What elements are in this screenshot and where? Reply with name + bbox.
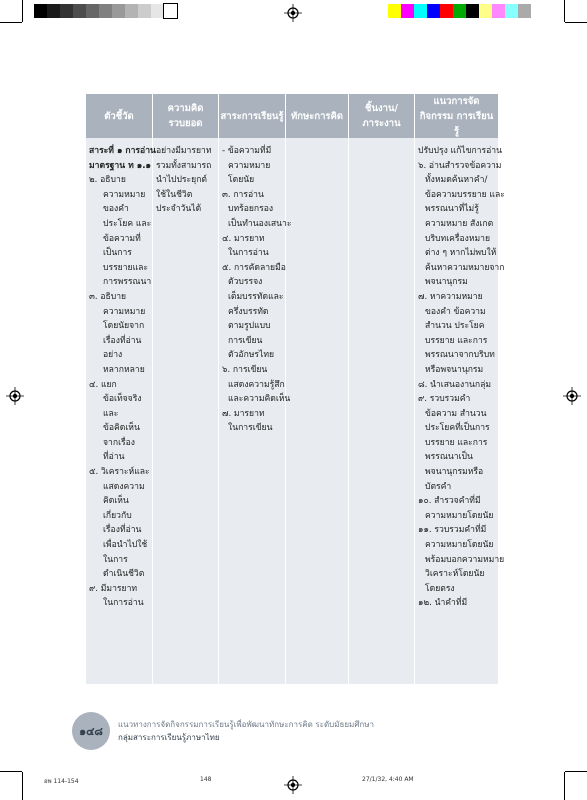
registration-mark-icon [563,387,581,405]
cell-line: ปรับปรุง แก้ไขการอ่าน [418,146,502,156]
cell-line: บรรยาย และการ [425,437,488,448]
column-divider [348,94,349,684]
indicators-column [89,144,156,611]
column-divider [218,94,219,684]
header-thinking-skills: ทักษะการคิด [290,110,344,122]
cell-line: ข้อความ สำนวน [425,408,487,419]
header-concept: ความคิด รวบยอด [167,103,204,129]
footer-book-title: แนวทางการจัดกิจกรรมการเรียนรู้เพื่อพัฒนาทักษะการคิด ระดับมัธยมศึกษา [118,720,375,729]
cell-line: การเขียน [228,335,263,346]
cell-line: โดยตรง [425,583,455,594]
cell-line: พจนานุกรม [425,277,468,288]
cell-line: บรรยาย และการ [425,335,488,346]
cell-line: บัตรคำ [425,481,452,492]
cell-line: บรรยายและ [103,262,149,273]
cell-line: ดำเนินชีวิต [103,569,145,580]
cell-line: ในการเขียน [228,423,273,434]
cell-line: แสดงความรู้สึก [228,379,285,390]
cell-line: สาระที่ ๑ การอ่าน [89,146,156,156]
registration-mark-icon [284,776,302,794]
cell-line: ๙. มีมารยาท [89,583,138,594]
cell-line: เป็นการ [103,248,132,259]
cell-line: ๑๑. รวบรวมคำที่มี [418,525,487,536]
crop-mark [0,22,22,23]
cell-line: ในการอ่าน [228,248,269,259]
cell-line: ตามรูปแบบ [228,321,271,332]
cell-line: ประโยค และ [103,218,152,229]
registration-mark-icon [6,387,24,405]
header-learning-content: สาระการเรียนรู้ [220,110,284,122]
crop-mark [564,0,565,22]
cell-line: ความหมาย [103,306,146,317]
cell-line: ในการ [103,554,128,565]
cell-line: ๘. นำเสนองานกลุ่ม [418,379,492,390]
cell-line: การพรรณนา [103,277,152,288]
cell-line: ๑๒. นำคำที่มี [418,598,468,609]
cell-line: หรือพจนานุกรม [425,364,484,375]
cell-line: เป็นทำนองเสนาะ [228,218,292,229]
cell-line: ๙. รวบรวมคำ [418,394,471,405]
crop-mark [565,771,587,772]
registration-mark-icon [284,4,302,22]
cell-line: ข้อความบรรยาย และ [425,189,505,200]
cell-line: ความหมายโดยนัย [425,510,494,521]
print-slug-file: อพ 114-154 [44,778,79,785]
crop-mark [22,772,23,800]
cell-line: หลากหลาย [103,364,145,375]
cell-line: ที่อ่าน [103,452,125,463]
header-activity-guidelines: แนวการจัดกิจกรรม การเรียนรู้ [419,95,494,137]
header-work-tasks: ชิ้นงาน/ ภาระงาน [362,103,401,129]
cell-line: ของคำ ข้อความ [425,306,486,317]
cell-line: พรรณนาที่ไม่รู้ [425,204,479,215]
cell-line: ความหมาย [228,160,271,171]
cell-line: อย่างมีมารยาท [156,146,212,156]
cell-line: ค้นหาความหมายจาก [425,262,505,273]
cell-line: ๖. การเขียน [222,364,268,375]
cell-line: บทร้อยกรอง [228,204,274,215]
cell-line: ข้อคิดเห็น [103,423,140,434]
footer-subject-group: กลุ่มสาระการเรียนรู้ภาษาไทย [118,733,220,742]
cell-line: ข้อความที่ [103,233,141,244]
cell-line: ความหมายโดยนัย [425,540,494,551]
crop-mark [564,772,565,800]
cell-line: ตัวอักษรไทย [228,350,275,361]
cell-line: ต่าง ๆ หากไม่พบให้ [425,248,497,259]
cell-line: ตัวบรรจง [228,277,263,288]
cell-line: ทั้งหมดค้นหาคำ/ [425,175,488,186]
cell-line: ๗. มารยาท [222,408,265,419]
cell-line: ๕. การคัดลายมือ [222,262,286,273]
cell-line: ๒. อธิบาย [89,175,126,186]
cell-line: ประโยคที่เป็นการ [425,423,490,434]
cell-line: โดยนัย [228,175,255,186]
cell-line: ๗. หาความหมาย [418,291,483,302]
cell-line: และ [103,408,119,419]
cell-line: ใช้ในชีวิต [156,189,193,200]
cell-line: ความหมาย [103,189,146,200]
cell-line: เต็มบรรทัดและ [228,291,284,302]
cell-line: ๖. อ่านสำรวจข้อความ [418,160,502,171]
learning-content-column [222,144,292,436]
cell-line: ๕. วิเคราะห์และ [89,467,150,478]
cell-line: สำนวน ประโยค [425,321,485,332]
cell-line: มาตรฐาน ท ๑.๑ [89,160,151,171]
cell-line: นำไปประยุกต์ [156,175,207,186]
header-indicators: ตัวชี้วัด [104,110,134,122]
cell-line: ของคำ [103,204,129,215]
page-number-badge: ๑๔๘ [72,712,110,750]
cell-line: พรรณนาจากบริบท [425,350,495,361]
learning-plan-table [86,94,505,684]
cell-line: ประจำวันได้ [156,204,202,215]
cell-line: ๑๐. สำรวจคำที่มี [418,496,481,507]
process-color-bar [388,4,531,18]
cell-line: คิดเห็น [103,496,129,507]
cell-line: วิเคราะห์โดยนัย [425,569,485,580]
table-header-row [86,94,498,138]
cell-line: รวมทั้งสามารถ [156,160,212,171]
cell-line: อย่าง [103,350,123,361]
crop-mark [0,771,22,772]
cell-line: ข้อเท็จจริง [103,394,142,405]
cell-line: ๔. แยก [89,379,117,390]
cell-line: แสดงความ [103,481,145,492]
activity-guidelines-column [418,144,505,611]
concept-column [156,144,212,217]
crop-mark [22,0,23,22]
cell-line: พร้อมบอกความหมาย [425,554,505,565]
cell-line: เรื่องที่อ่าน [103,335,142,346]
cell-line: พรรณนาเป็น [425,452,473,463]
cell-line: ๔. มารยาท [222,233,265,244]
print-slug-timestamp: 27/1/32, 4:40 AM [362,776,414,783]
cell-line: เรื่องที่อ่าน [103,525,142,536]
cell-line: พจนานุกรมหรือ [425,467,484,478]
cell-line: ความหมาย สังเกต [425,218,494,229]
cell-line: ๓. การอ่าน [222,189,264,200]
cell-line: บริบทเครื่องหมาย [425,233,491,244]
cell-line: จากเรื่อง [103,437,135,448]
grayscale-color-bar [34,4,177,18]
cell-line: เพื่อนำไปใช้ [103,540,148,551]
print-slug-page: 148 [200,776,212,783]
cell-line: ๓. อธิบาย [89,291,127,302]
crop-mark [565,22,587,23]
cell-line: และความคิดเห็น [228,394,291,405]
cell-line: โดยนัยจาก [103,321,145,332]
cell-line: ในการอ่าน [103,598,144,609]
column-divider [414,94,415,684]
cell-line: ครึ่งบรรทัด [228,306,269,317]
cell-line: เกี่ยวกับ [103,510,132,521]
cell-line: - ข้อความที่มี [222,146,272,156]
